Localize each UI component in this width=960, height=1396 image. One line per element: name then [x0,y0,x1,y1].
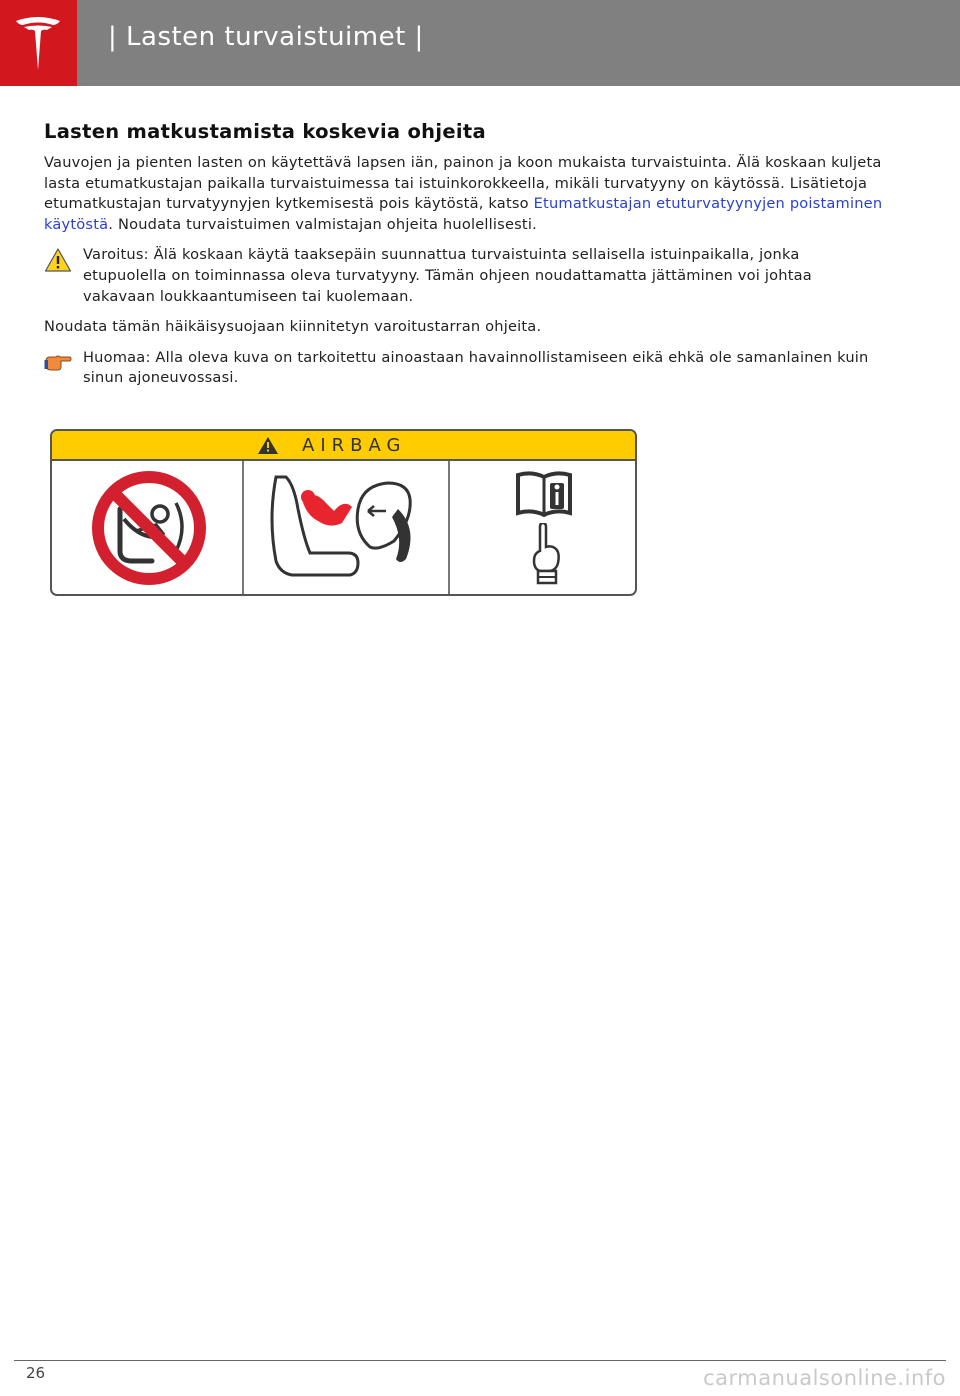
airbag-label-header [52,431,635,461]
intro-text: Vauvojen ja pienten lasten on käytettävä lapsen iän, painon ja koon mukaista turvaistuinta. Älä koskaan kuljeta lasta etumatkustajan paikalla turvaistuimessa tai istuinkorokkeella, mikäli turvatyyny on käytössä. Lisätietoja etumatkustajan turvatyynyjen kytkemisestä pois käytöstä, katso [44,154,882,213]
note-callout [44,348,884,389]
note-text: Huomaa: Alla oleva kuva on tarkoitettu ainoastaan havainnollistamiseen eikä ehkä ole samanlainen kuin sinun ajoneuvossasi. [83,348,869,387]
main-content [44,120,884,389]
page-header [0,0,960,86]
section-title: Lasten matkustamista koskevia ohjeita [44,120,486,143]
manual-info-icon [514,471,574,517]
label-cell-prohibition [52,461,244,596]
warning-triangle-icon [257,436,279,455]
label-cell-manual [450,461,637,596]
pointing-hand-icon [530,523,562,585]
warning-text: Varoitus: Älä koskaan käytä taaksepäin suunnattua turvaistuinta sellaisella istuinpaikalla, jonka etupuolella on toiminnassa oleva turvatyyny. Tämän ohjeen noudattamatta jättäminen voi johtaa vakavaan loukkaantumiseen tai kuolemaan. [83,246,812,305]
pointing-hand-note-icon [44,350,72,374]
label-instruction: Noudata tämän häikäisysuojaan kiinnitetyn varoitustarran ohjeita. [44,318,542,336]
brand-logo [0,0,77,86]
intro-text-end: . Noudata turvaistuimen valmistajan ohjeita huolellisesti. [108,215,537,233]
no-rear-facing-seat-icon [90,469,208,587]
airbag-deploy-icon [258,469,438,587]
tesla-logo-icon [13,14,63,72]
footer-divider [14,1360,946,1361]
warning-callout [44,245,884,307]
page-header-title: | Lasten turvaistuimet | [108,22,424,52]
watermark: carmanualsonline.info [703,1366,946,1390]
label-cell-airbag [244,461,450,596]
page-number: 26 [26,1364,46,1382]
intro-paragraph [44,153,884,235]
airbag-disable-link[interactable]: Etumatkustajan etuturvatyynyjen poistaminen käytöstä [44,195,883,233]
airbag-heading: AIRBAG [302,435,407,456]
warning-icon [44,247,72,273]
airbag-warning-label [50,429,637,596]
